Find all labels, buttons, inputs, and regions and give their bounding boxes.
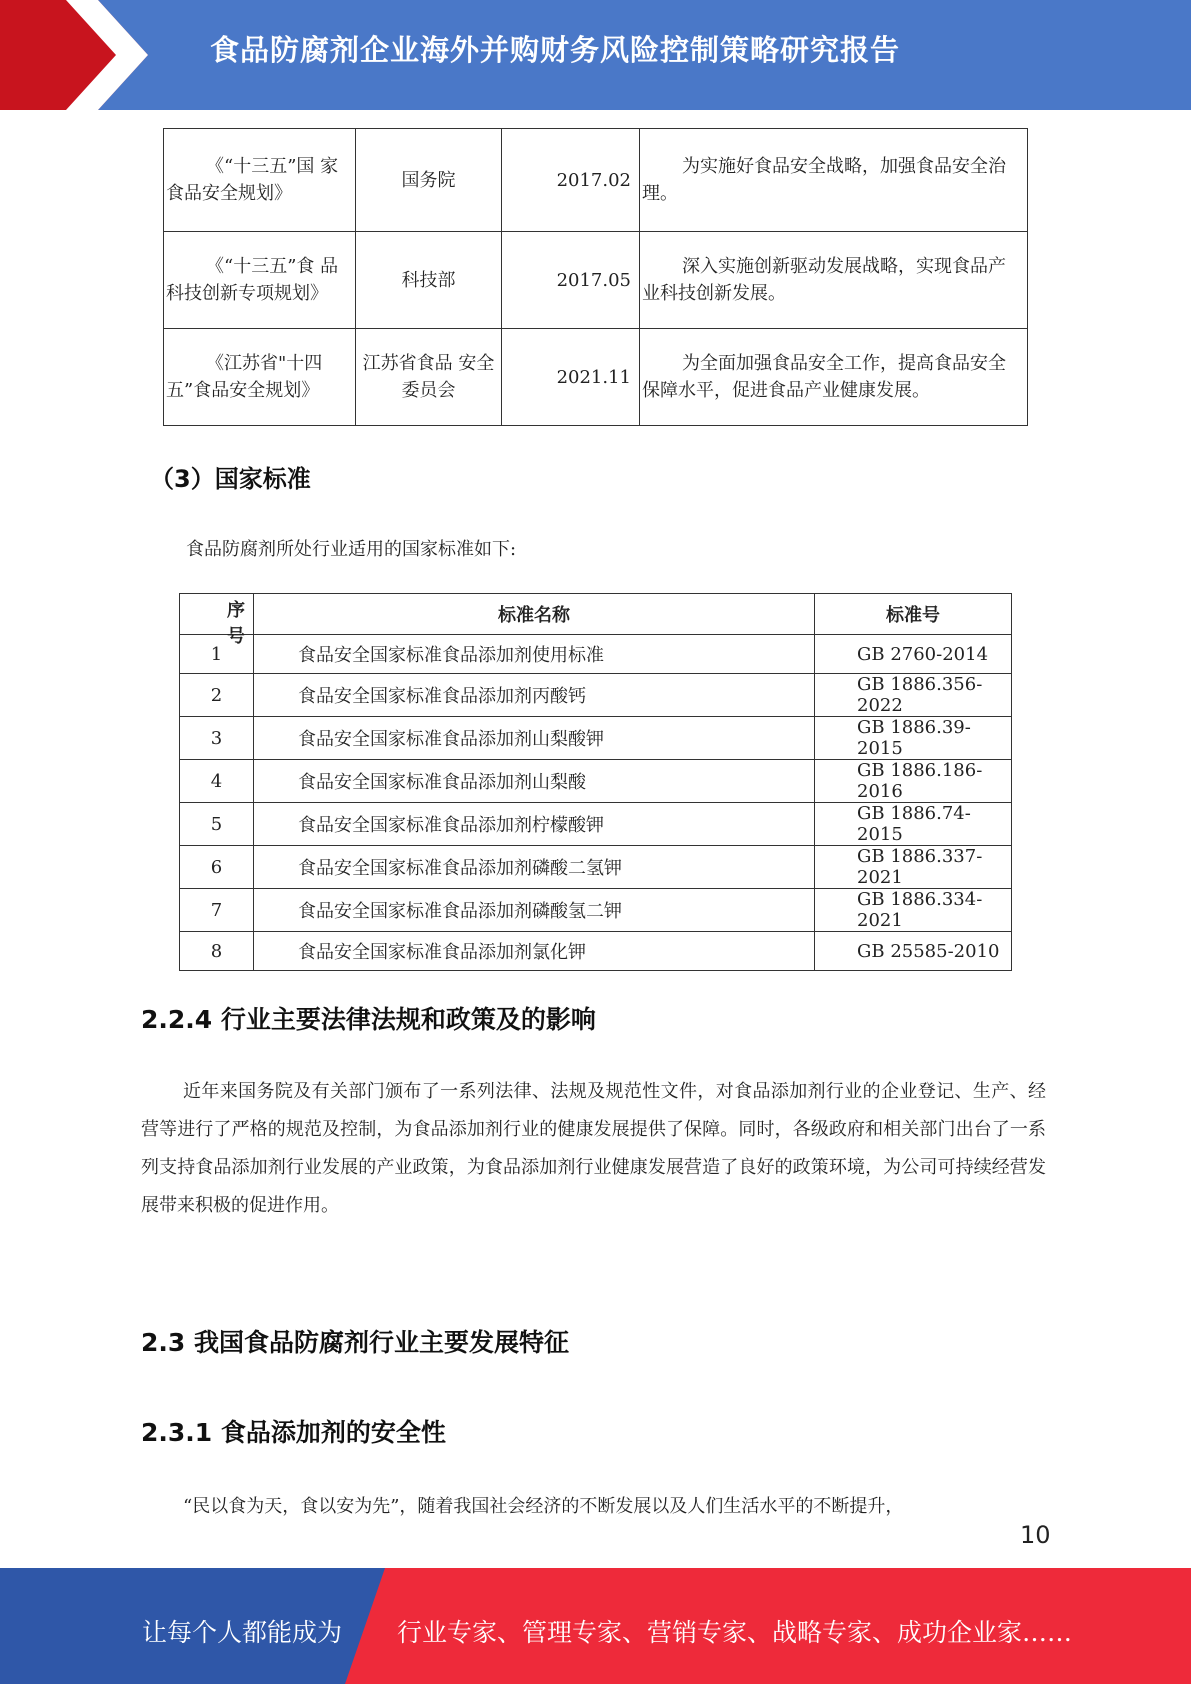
table-row — [180, 846, 1012, 889]
report-title: 食品防腐剂企业海外并购财务风险控制策略研究报告 — [210, 33, 901, 67]
national-standards-heading: （3）国家标准 — [150, 465, 311, 493]
header-name: 标准名称 — [254, 594, 815, 635]
section-2-3-1-heading: 2.3.1 食品添加剂的安全性 — [141, 1418, 446, 1447]
standard-name: 食品安全国家标准食品添加剂磷酸二氢钾 — [254, 846, 815, 889]
standard-code: GB 25585-2010 — [815, 932, 1012, 971]
standard-code: GB 1886.334-2021 — [815, 889, 1012, 932]
header-no — [180, 594, 254, 647]
standard-no: 6 — [180, 846, 254, 889]
policy-date: 2021.11 — [502, 329, 640, 426]
policy-row — [164, 232, 1028, 329]
section-2-3-heading: 2.3 我国食品防腐剂行业主要发展特征 — [141, 1328, 569, 1357]
standard-name: 食品安全国家标准食品添加剂山梨酸钾 — [254, 717, 815, 760]
footer-slogan-right: 行业专家、管理专家、营销专家、战略专家、成功企业家…… — [397, 1618, 1073, 1647]
standard-no: 1 — [180, 635, 254, 674]
policy-name: 《“十三五”国 家食品安全规划》 — [164, 129, 356, 232]
footer-banner — [0, 1568, 1191, 1684]
policy-description: 深入实施创新驱动发展战略，实现食品产业科技创新发展。 — [640, 232, 1028, 329]
policy-row — [164, 129, 1028, 232]
standard-code: GB 1886.337-2021 — [815, 846, 1012, 889]
header-chevron-graphic — [0, 0, 160, 110]
table-row — [180, 760, 1012, 803]
standard-name: 食品安全国家标准食品添加剂磷酸氢二钾 — [254, 889, 815, 932]
footer-slogan-left: 让每个人都能成为 — [142, 1618, 343, 1647]
table-row — [180, 932, 1012, 971]
header-banner — [0, 0, 1191, 110]
standard-name: 食品安全国家标准食品添加剂柠檬酸钾 — [254, 803, 815, 846]
standard-name: 食品安全国家标准食品添加剂山梨酸 — [254, 760, 815, 803]
standard-no: 4 — [180, 760, 254, 803]
policy-description: 为实施好食品安全战略，加强食品安全治理。 — [640, 129, 1028, 232]
standard-no: 8 — [180, 932, 254, 971]
policy-row — [164, 329, 1028, 426]
standards-intro: 食品防腐剂所处行业适用的国家标准如下: — [186, 539, 517, 560]
table-row — [180, 803, 1012, 846]
section-2-2-4-paragraph: 近年来国务院及有关部门颁布了一系列法律、法规及规范性文件，对食品添加剂行业的企业登记、生产、经营等进行了严格的规范及控制，为食品添加剂行业的健康发展提供了保障。同时，各级政府和相关部门出台了一系列支持食品添加剂行业发展的产业政策，为食品添加剂行业健康发展营造了良好的政策环境，为公司可持续经营发展带来积极的促进作用。 — [141, 1081, 1046, 1216]
section-2-2-4-heading: 2.2.4 行业主要法律法规和政策及的影响 — [141, 1005, 596, 1034]
standard-code: GB 1886.356-2022 — [815, 674, 1012, 717]
standards-header-row — [180, 594, 1012, 635]
standard-code: GB 2760-2014 — [815, 635, 1012, 674]
section-2-3-1-paragraph: “民以食为天，食以安为先”，随着我国社会经济的不断发展以及人们生活水平的不断提升， — [183, 1496, 904, 1517]
policy-date: 2017.02 — [502, 129, 640, 232]
policy-issuer: 科技部 — [356, 232, 502, 329]
table-row — [180, 635, 1012, 674]
header-no-text: 序号 — [227, 600, 245, 647]
standard-code: GB 1886.39-2015 — [815, 717, 1012, 760]
policy-issuer: 国务院 — [356, 129, 502, 232]
table-row — [180, 717, 1012, 760]
standard-no: 2 — [180, 674, 254, 717]
policy-date: 2017.05 — [502, 232, 640, 329]
standard-no: 7 — [180, 889, 254, 932]
standard-name: 食品安全国家标准食品添加剂丙酸钙 — [254, 674, 815, 717]
standard-no: 3 — [180, 717, 254, 760]
policy-name: 《江苏省"十四五”食品安全规划》 — [164, 329, 356, 426]
policy-table — [163, 128, 1028, 426]
policy-name: 《“十三五”食 品科技创新专项规划》 — [164, 232, 356, 329]
page-number: 10 — [1020, 1521, 1051, 1549]
standards-table — [179, 593, 1012, 971]
standard-code: GB 1886.74-2015 — [815, 803, 1012, 846]
standard-name: 食品安全国家标准食品添加剂氯化钾 — [254, 932, 815, 971]
policy-description: 为全面加强食品安全工作，提高食品安全保障水平，促进食品产业健康发展。 — [640, 329, 1028, 426]
table-row — [180, 674, 1012, 717]
standard-no: 5 — [180, 803, 254, 846]
header-code: 标准号 — [815, 594, 1012, 635]
standard-name: 食品安全国家标准食品添加剂使用标准 — [254, 635, 815, 674]
policy-issuer: 江苏省食品 安全委员会 — [356, 329, 502, 426]
table-row — [180, 889, 1012, 932]
standard-code: GB 1886.186-2016 — [815, 760, 1012, 803]
